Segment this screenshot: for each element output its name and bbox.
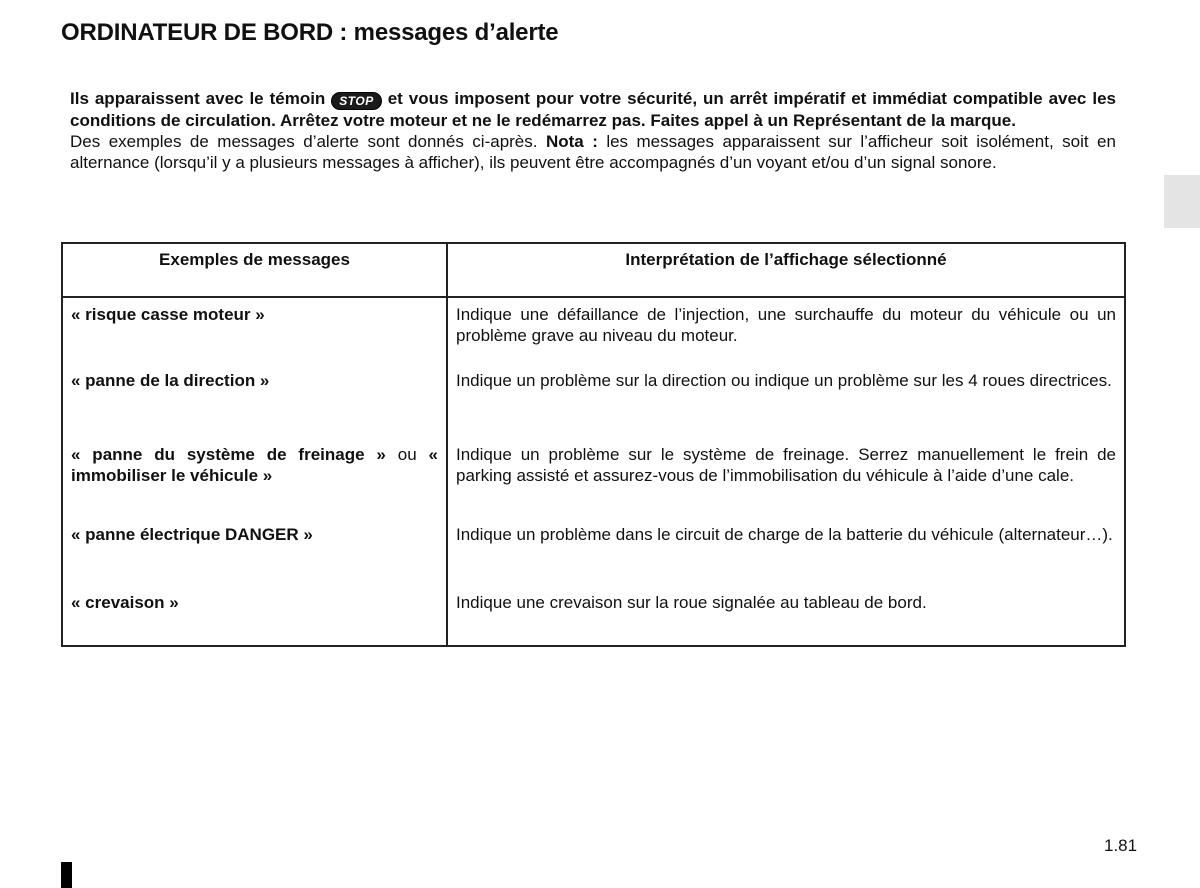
intro-bold-text-end: et vous imposent pour votre sécurité, un arrêt impératif et immédiat compatible avec les conditions de circulation. Arrêtez votre moteur et ne le redémarrez pas. Faites appel à un Représentant de la marque. [70, 89, 1116, 130]
intro-paragraph [70, 88, 1116, 173]
page-title: ORDINATEUR DE BORD : messages d’alerte [61, 19, 559, 46]
table-row [62, 370, 1125, 444]
column-header-messages: Exemples de messages [62, 243, 447, 297]
table-row [62, 444, 1125, 524]
interpretation-cell: Indique un problème sur la direction ou indique un problème sur les 4 roues directrices. [447, 370, 1125, 444]
message-text: « panne du système de freinage » [71, 445, 386, 464]
intro-examples-text: Des exemples de messages d’alerte sont donnés ci-après. [70, 132, 538, 151]
message-cell: « panne de la direction » [62, 370, 447, 444]
table-row [62, 524, 1125, 592]
note-text: les messages apparaissent sur l’afficheur soit isolément, soit en alternance (lorsqu’il y a plusieurs messages à afficher), ils peuvent être accompagnés d’un voyant et/ou d’un signal sonore. [70, 132, 1116, 172]
interpretation-cell: Indique un problème sur le système de freinage. Serrez manuellement le frein de parking assisté et assurez-vous de l’immobilisation du véhicule à l’aide d’une cale. [447, 444, 1125, 524]
interpretation-cell: Indique un problème dans le circuit de charge de la batterie du véhicule (alternateur…). [447, 524, 1125, 592]
section-tab-marker [1164, 175, 1200, 228]
page-number: 1.81 [1104, 836, 1138, 855]
intro-bold-text-start: Ils apparaissent avec le témoin [70, 89, 326, 108]
stop-warning-icon: STOP [331, 92, 381, 110]
message-connector: ou [397, 445, 417, 464]
message-cell [62, 444, 447, 524]
interpretation-cell: Indique une défaillance de l’injection, une surchauffe du moteur du véhicule ou un problème grave au niveau du moteur. [447, 297, 1125, 370]
table-header-row [62, 243, 1125, 297]
message-cell: « crevaison » [62, 592, 447, 646]
page-corner-mark [61, 862, 72, 888]
message-cell: « risque casse moteur » [62, 297, 447, 370]
table-row [62, 297, 1125, 370]
interpretation-cell: Indique une crevaison sur la roue signalée au tableau de bord. [447, 592, 1125, 646]
note-label: Nota : [545, 132, 598, 151]
alert-messages-table [61, 242, 1126, 647]
column-header-interpretation: Interprétation de l’affichage sélectionné [447, 243, 1125, 297]
table-row [62, 592, 1125, 646]
message-cell: « panne électrique DANGER » [62, 524, 447, 592]
message-text-alt: « immobiliser le véhicule » [71, 445, 438, 485]
